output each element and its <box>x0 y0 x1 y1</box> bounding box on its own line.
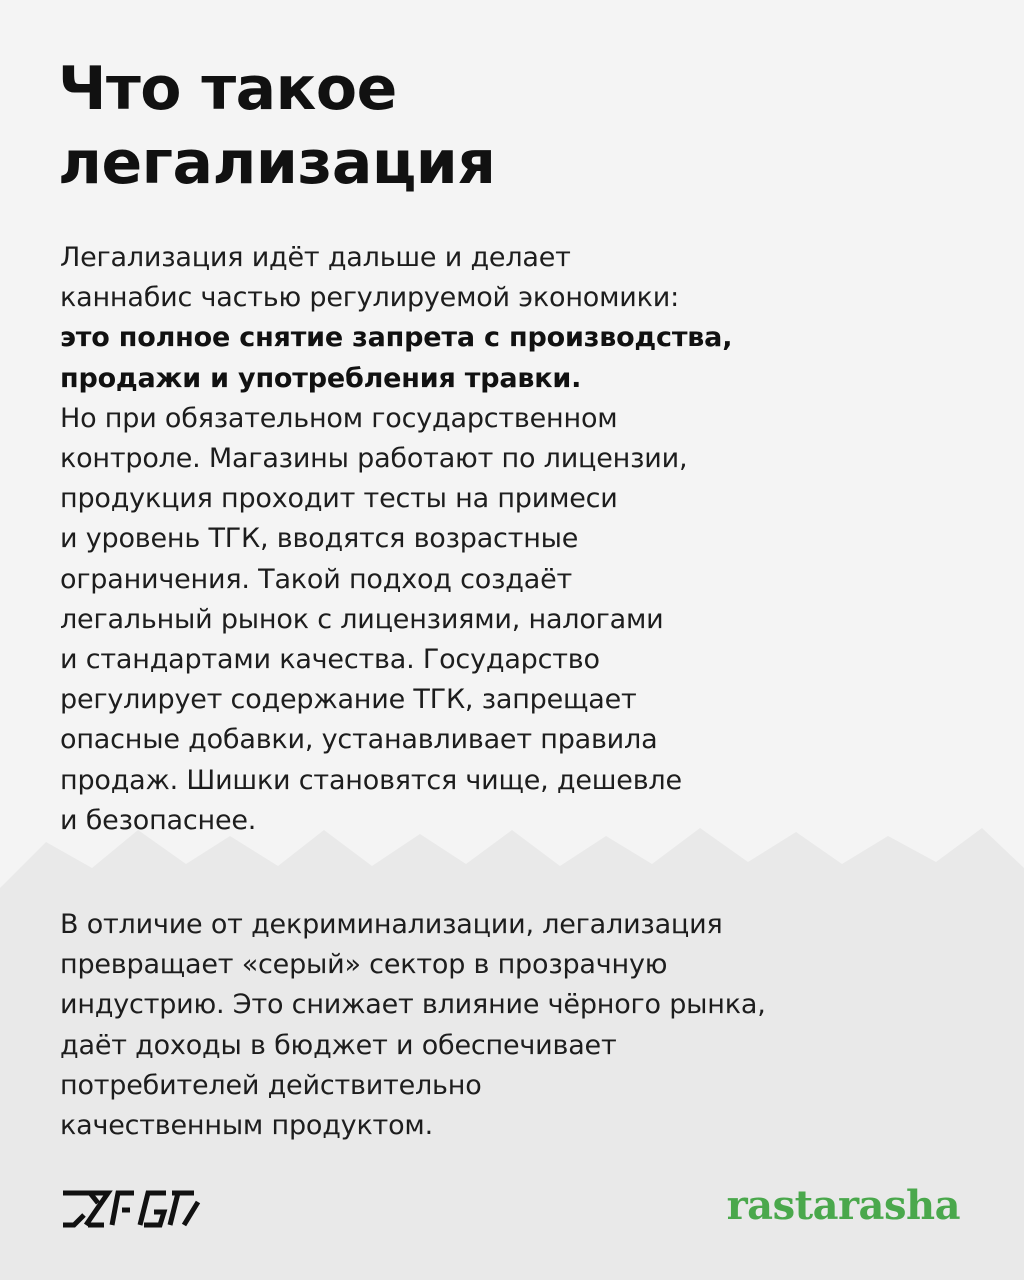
text-line: контроле. Магазины работают по лицензии, <box>60 443 688 475</box>
text-line: Легализация идёт дальше и делает <box>60 242 571 273</box>
text-line: легальный рынок с лицензиями, налогами <box>60 603 664 635</box>
text-line: опасные добавки, устанавливает правила <box>60 724 658 756</box>
text-line: продаж. Шишки становятся чище, дешевле <box>60 764 682 796</box>
text-line: и стандартами качества. Государство <box>60 644 600 676</box>
text-line: превращает «серый» сектор в прозрачную <box>60 949 668 981</box>
dzagi-logo-icon <box>60 1188 202 1230</box>
rastarasha-logo: rastarasha <box>726 1182 960 1229</box>
text-line: ограничения. Такой подход создаёт <box>60 563 573 595</box>
text-line: потребителей действительно <box>60 1069 482 1101</box>
bold-text-line: продажи и употребления травки. <box>60 362 582 394</box>
title-line-2: легализация <box>58 128 496 198</box>
title-line-1: Что такое <box>58 54 397 124</box>
paragraph-legalization <box>60 238 960 841</box>
text-line: даёт доходы в бюджет и обеспечивает <box>60 1029 617 1061</box>
bold-text-line: это полное снятие запрета с производства, <box>60 322 733 354</box>
paragraph-comparison <box>60 905 960 1146</box>
page-title <box>58 52 978 200</box>
text-line: каннабис частью регулируемой экономики: <box>60 282 679 314</box>
text-line: и безопаснее. <box>60 804 257 836</box>
text-line: индустрию. Это снижает влияние чёрного рынка, <box>60 989 766 1021</box>
text-line: продукция проходит тесты на примеси <box>60 483 618 515</box>
text-line: Но при обязательном государственном <box>60 402 618 434</box>
text-line: В отличие от декриминализации, легализация <box>60 909 723 940</box>
text-line: регулирует содержание ТГК, запрещает <box>60 684 637 716</box>
text-line: качественным продуктом. <box>60 1110 433 1142</box>
text-line: и уровень ТГК, вводятся возрастные <box>60 523 579 555</box>
